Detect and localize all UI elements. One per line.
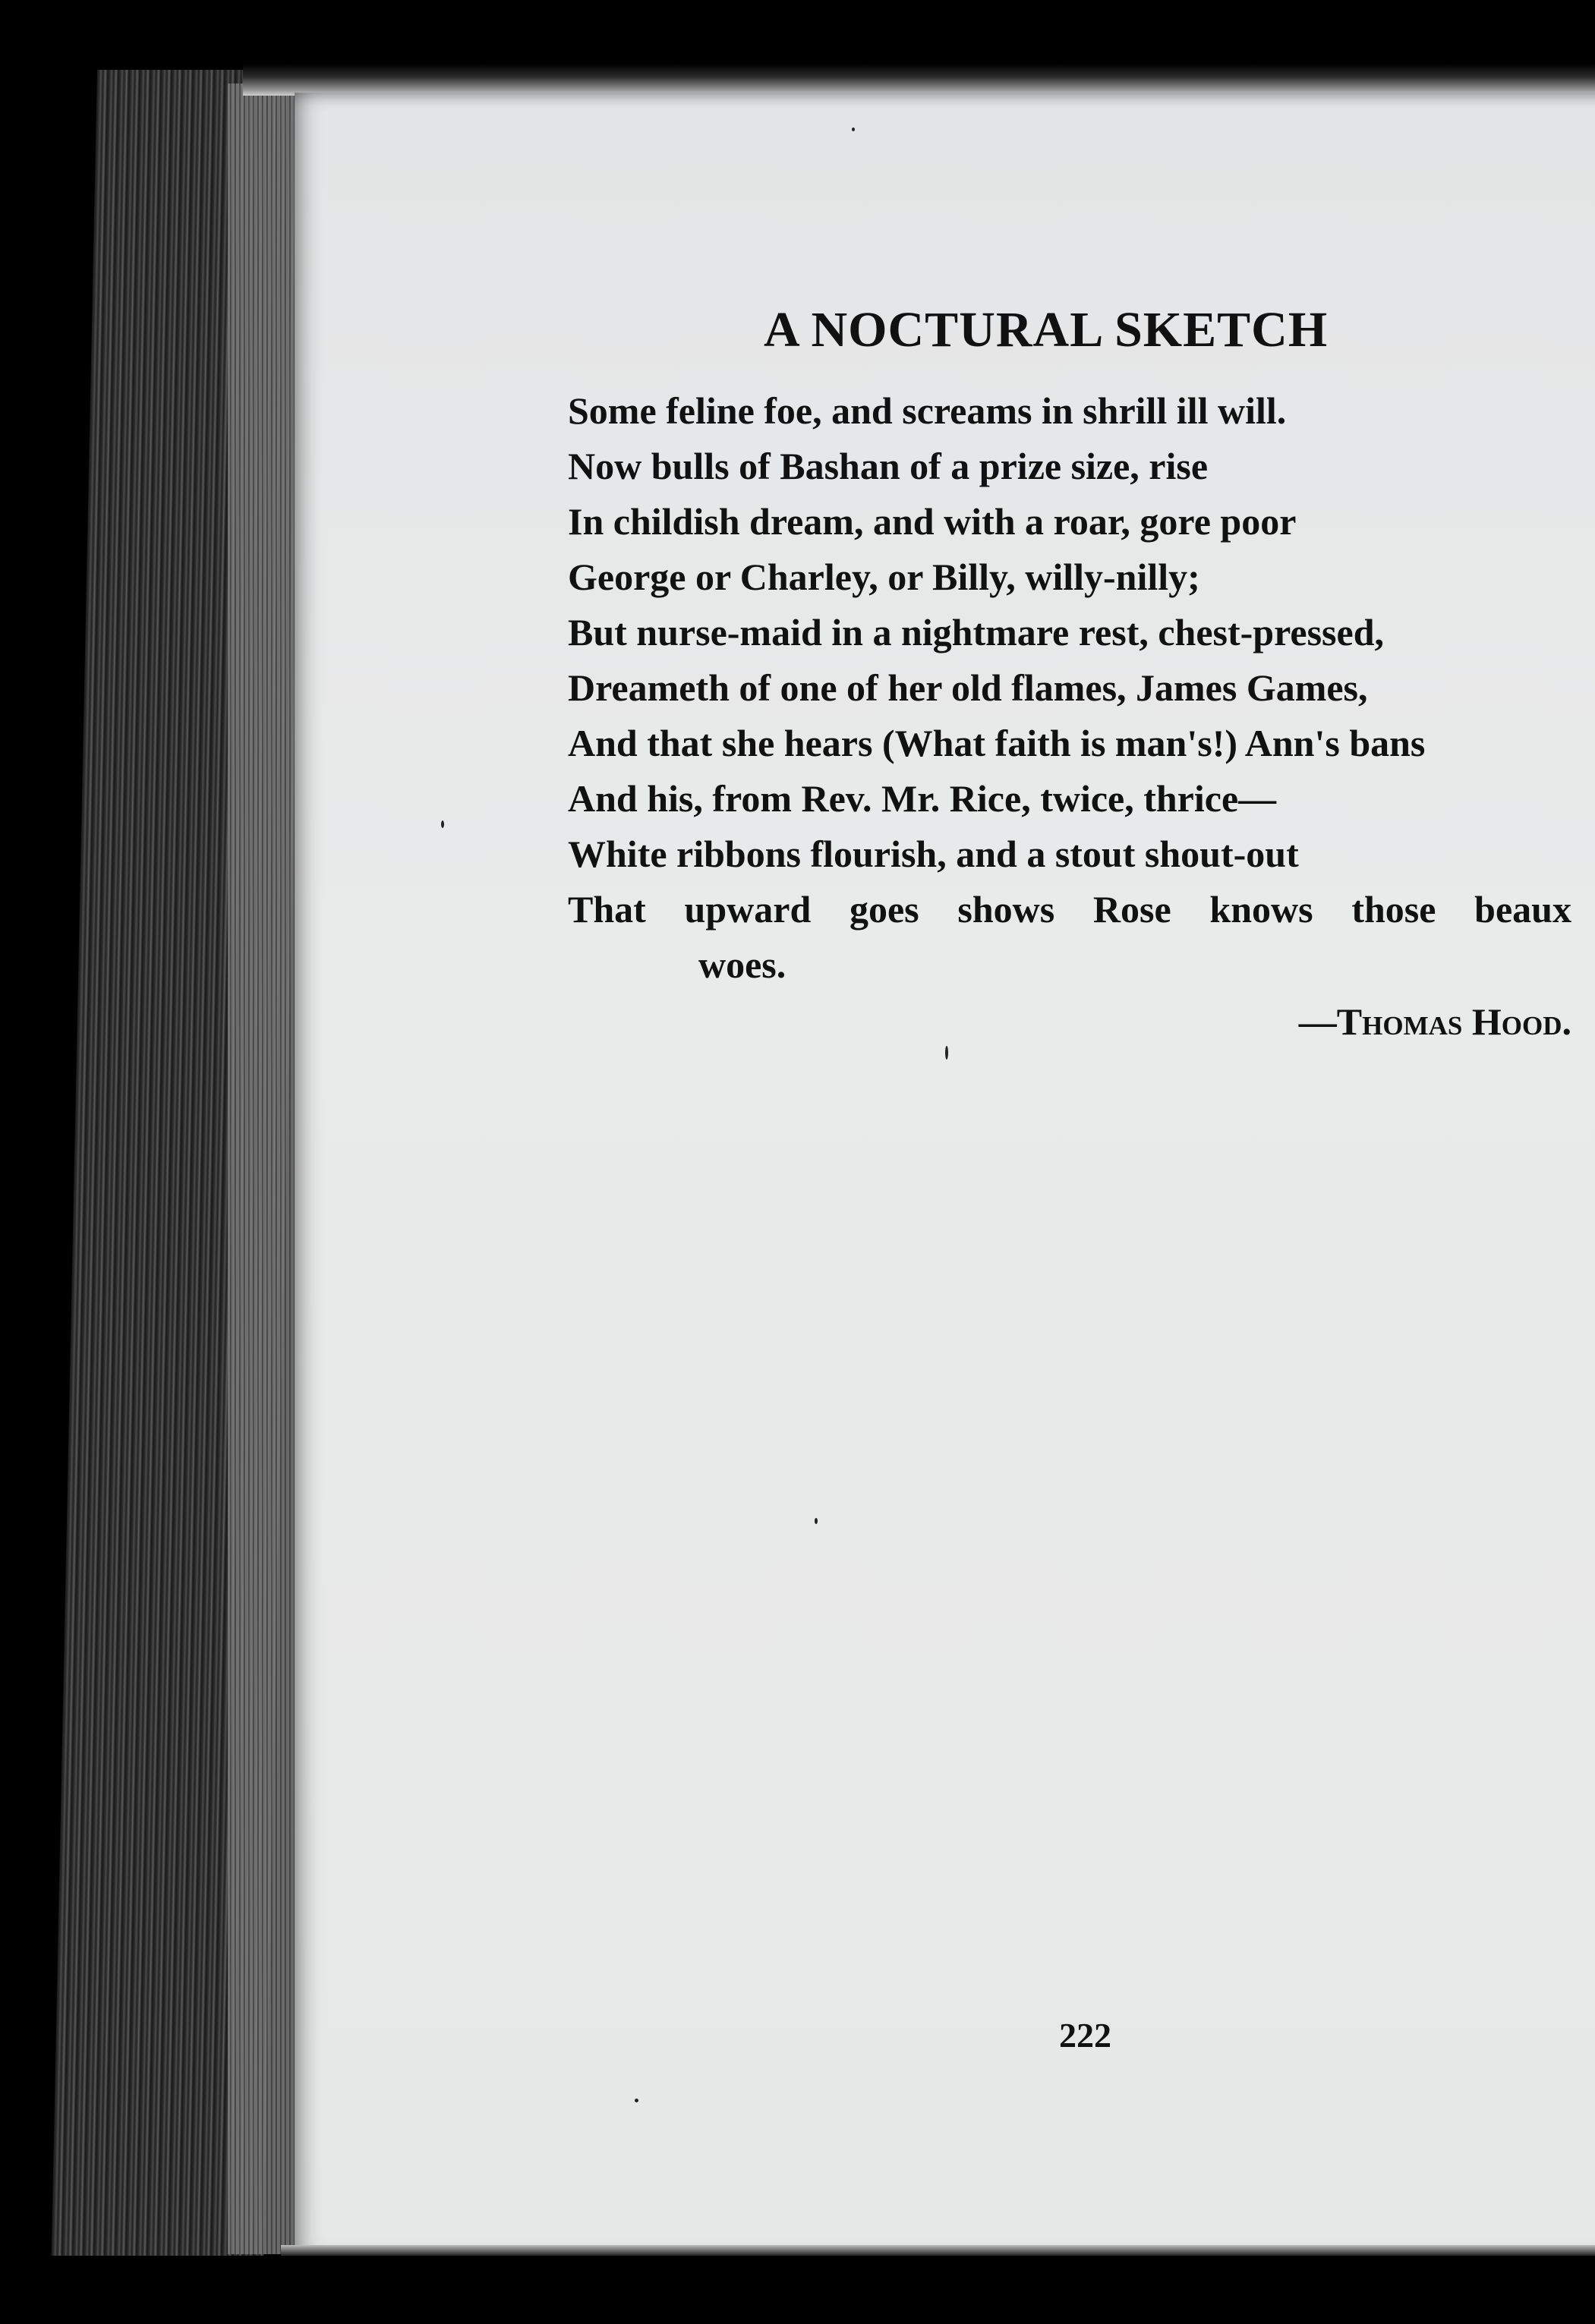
poem-line-10 xyxy=(568,882,1571,937)
word: those xyxy=(1351,888,1436,931)
poem-line-3: In childish dream, and with a roar, gore poor xyxy=(568,500,1297,543)
word: knows xyxy=(1209,888,1313,931)
word: That xyxy=(568,888,646,931)
scan-speck xyxy=(852,128,855,131)
author-attribution: —Thomas Hood. xyxy=(1298,1000,1571,1043)
poem-line-continuation: woes. xyxy=(698,943,786,986)
top-page-edge xyxy=(243,64,1595,96)
poem-line-1: Some feline foe, and screams in shrill ill will. xyxy=(568,389,1287,432)
poem-line-6: Dreameth of one of her old flames, James Games, xyxy=(568,666,1368,709)
page-number: 222 xyxy=(1059,2016,1111,2055)
scan-speck xyxy=(945,1046,948,1060)
poem-line-5: But nurse-maid in a nightmare rest, chest-pressed, xyxy=(568,611,1384,653)
word: goes xyxy=(849,888,919,931)
poem-line-2: Now bulls of Bashan of a prize size, rise xyxy=(568,445,1209,487)
scan-speck xyxy=(815,1518,818,1524)
poem-line-9: White ribbons flourish, and a stout shout-out xyxy=(568,833,1299,875)
word: Rose xyxy=(1092,888,1171,931)
scan-speck xyxy=(441,820,444,828)
scan-speck xyxy=(635,2099,638,2102)
poem-line-8: And his, from Rev. Mr. Rice, twice, thrice— xyxy=(568,777,1277,820)
poem-line-4: George or Charley, or Billy, willy-nilly; xyxy=(568,556,1200,598)
word: upward xyxy=(684,888,812,931)
page-edges-inner xyxy=(228,83,296,2254)
bottom-page-edge xyxy=(281,2245,1595,2256)
poem-title: A NOCTURAL SKETCH xyxy=(764,302,1329,357)
word: shows xyxy=(957,888,1055,931)
word: beaux xyxy=(1474,888,1571,931)
poem-block xyxy=(568,300,1585,1050)
poem-line-7: And that she hears (What faith is man's!) Ann's bans xyxy=(568,722,1426,764)
